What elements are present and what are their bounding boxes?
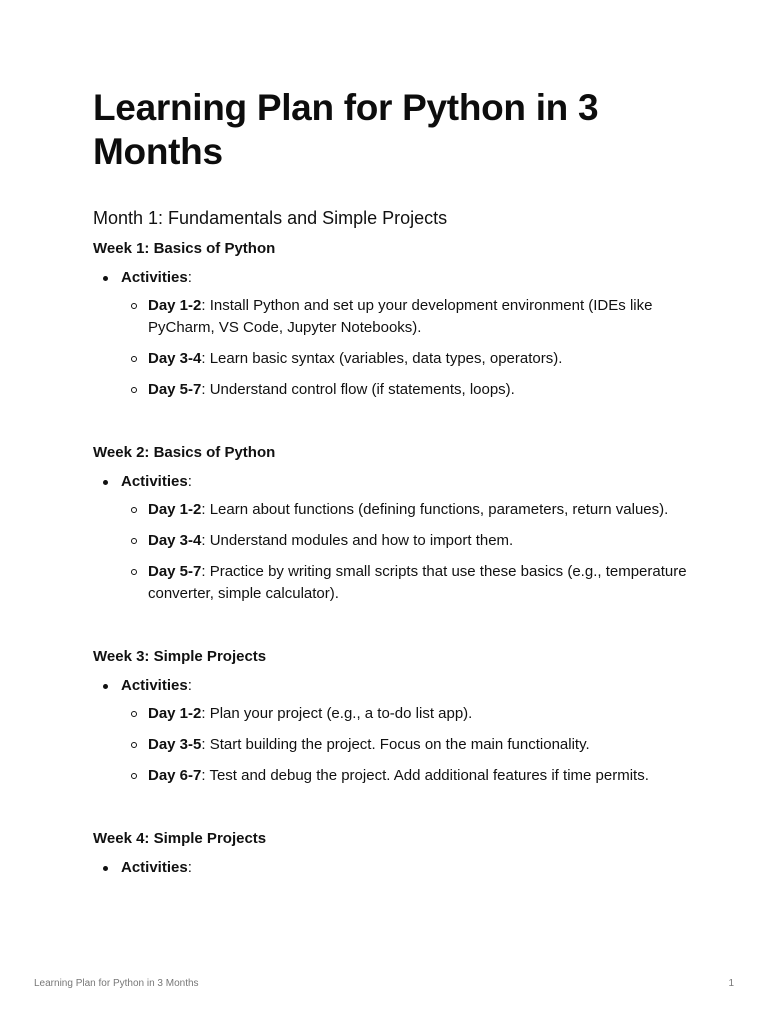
week-heading: Week 1: Basics of Python	[93, 240, 276, 257]
day-label: Day 3-4	[148, 350, 202, 367]
activities-label: Activities	[121, 677, 188, 694]
activities-item: Activities:	[93, 857, 693, 879]
day-label: Day 6-7	[148, 767, 202, 784]
activities-item: Activities: Day 1-2: Plan your project (e.g., a to-do list app). Day 3-5: Start building the project. Focus on the main functionality. Day 6-7: Test and debug the project. Add additional features if time permits.	[93, 675, 693, 787]
document-title: Learning Plan for Python in 3 Months	[93, 87, 599, 172]
activities-list	[93, 857, 693, 879]
day-item: Day 1-2: Install Python and set up your development environment (IDEs like PyCharm, VS Code, Jupyter Notebooks).	[121, 295, 696, 339]
day-label: Day 1-2	[148, 297, 202, 314]
day-label: Day 1-2	[148, 705, 202, 722]
footer-doc-title: Learning Plan for Python in 3 Months	[34, 978, 199, 989]
day-text: Learn basic syntax (variables, data types, operators).	[205, 350, 563, 367]
day-text: Plan your project (e.g., a to-do list app).	[205, 705, 473, 722]
footer-page-number: 1	[728, 978, 734, 989]
activities-item: Activities: Day 1-2: Install Python and set up your development environment (IDEs like PyCharm, VS Code, Jupyter Notebooks). Day 3-4: Learn basic syntax (variables, data types, operators). Day 5-7: Understand control flow (if statements, loops).	[93, 267, 693, 401]
day-list	[121, 499, 693, 605]
activities-item: Activities: Day 1-2: Learn about functions (defining functions, parameters, return values). Day 3-4: Understand modules and how to import them. Day 5-7: Practice by writing small scripts that use these basics (e.g., temperature converter, simple calculator).	[93, 471, 693, 605]
day-label: Day 5-7	[148, 381, 202, 398]
day-label: Day 3-5	[148, 736, 202, 753]
activities-list	[93, 471, 693, 605]
day-label: Day 5-7	[148, 563, 202, 580]
day-label: Day 3-4	[148, 532, 202, 549]
day-list	[121, 703, 693, 787]
day-item: Day 5-7: Practice by writing small scripts that use these basics (e.g., temperature converter, simple calculator).	[121, 561, 696, 605]
day-text: Start building the project. Focus on the main functionality.	[205, 736, 590, 753]
week-heading: Week 3: Simple Projects	[93, 648, 267, 665]
day-text: Test and debug the project. Add additional features if time permits.	[205, 767, 649, 784]
activities-label: Activities	[121, 859, 188, 876]
day-item: Day 6-7: Test and debug the project. Add additional features if time permits.	[121, 765, 696, 787]
activities-list	[93, 675, 693, 787]
day-item: Day 5-7: Understand control flow (if statements, loops).	[121, 379, 696, 401]
day-item: Day 3-4: Understand modules and how to import them.	[121, 530, 696, 552]
month-heading: Month 1: Fundamentals and Simple Projects	[93, 208, 448, 228]
day-item: Day 1-2: Learn about functions (defining functions, parameters, return values).	[121, 499, 696, 521]
activities-label: Activities	[121, 473, 188, 490]
day-text: Understand control flow (if statements, loops).	[205, 381, 515, 398]
day-item: Day 3-5: Start building the project. Focus on the main functionality.	[121, 734, 696, 756]
week-heading: Week 2: Basics of Python	[93, 444, 276, 461]
activities-label: Activities	[121, 269, 188, 286]
day-text: Practice by writing small scripts that use these basics (e.g., temperature converter, simple calculator).	[148, 563, 687, 602]
day-item: Day 3-4: Learn basic syntax (variables, data types, operators).	[121, 348, 696, 370]
day-text: Install Python and set up your development environment (IDEs like PyCharm, VS Code, Jupyter Notebooks).	[148, 297, 653, 336]
document-body	[93, 86, 693, 879]
day-text: Understand modules and how to import them.	[205, 532, 514, 549]
activities-list	[93, 267, 693, 401]
day-text: Learn about functions (defining functions, parameters, return values).	[205, 501, 669, 518]
day-item: Day 1-2: Plan your project (e.g., a to-do list app).	[121, 703, 696, 725]
day-list	[121, 295, 693, 401]
day-label: Day 1-2	[148, 501, 202, 518]
week-heading: Week 4: Simple Projects	[93, 830, 267, 847]
